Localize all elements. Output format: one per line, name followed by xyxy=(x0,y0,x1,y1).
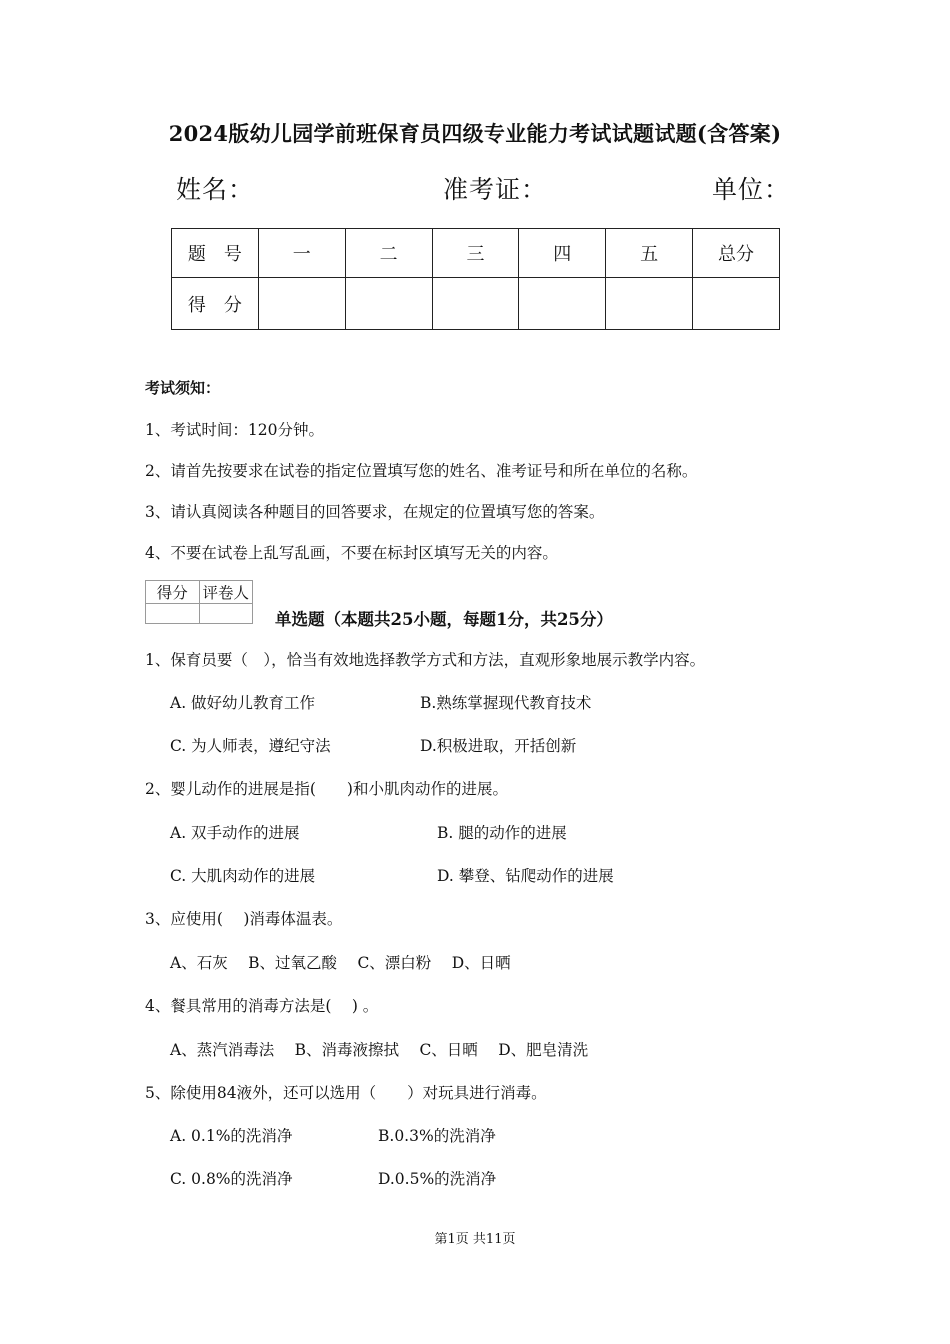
score-header-cell: 题 号 xyxy=(172,229,259,278)
score-cell[interactable] xyxy=(606,278,693,330)
score-header-cell: 总分 xyxy=(693,229,780,278)
grader-box xyxy=(145,580,253,624)
question-stem: 1、保育员要（ ），恰当有效地选择教学方式和方法，直观形象地展示教学内容。 xyxy=(145,651,706,669)
question-option[interactable]: B.0.3%的洗消净 xyxy=(378,1127,496,1145)
question-option[interactable]: A. 双手动作的进展 xyxy=(170,824,300,842)
grader-name-cell[interactable] xyxy=(199,604,253,624)
question-option[interactable]: C. 0.8%的洗消净 xyxy=(170,1170,293,1188)
notice-item: 3、请认真阅读各种题目的回答要求，在规定的位置填写您的答案。 xyxy=(145,503,605,521)
notice-title: 考试须知： xyxy=(145,379,221,397)
score-table xyxy=(171,228,780,330)
question-option[interactable]: B.熟练掌握现代教育技术 xyxy=(420,694,592,712)
page-footer: 第1页 共11页 xyxy=(434,1232,516,1247)
question-option[interactable]: A. 做好幼儿教育工作 xyxy=(170,694,316,712)
score-cell[interactable] xyxy=(693,278,780,330)
question-stem: 2、婴儿动作的进展是指( )和小肌肉动作的进展。 xyxy=(145,780,508,798)
score-table-score-row xyxy=(172,278,780,330)
notice-item: 4、不要在试卷上乱写乱画，不要在标封区填写无关的内容。 xyxy=(145,544,558,562)
question-stem: 5、除使用84液外，还可以选用（ ）对玩具进行消毒。 xyxy=(145,1084,547,1102)
question-option[interactable]: D.积极进取，开括创新 xyxy=(420,737,577,755)
grader-score-cell[interactable] xyxy=(146,604,200,624)
question-stem: 4、餐具常用的消毒方法是( ) 。 xyxy=(145,997,379,1015)
question-options-inline[interactable]: A、石灰 B、过氧乙酸 C、漂白粉 D、日晒 xyxy=(170,954,511,972)
score-header-cell: 二 xyxy=(345,229,432,278)
question-stem: 3、应使用( )消毒体温表。 xyxy=(145,910,343,928)
question-option[interactable]: C. 大肌肉动作的进展 xyxy=(170,867,316,885)
score-cell[interactable] xyxy=(345,278,432,330)
unit-label: 单位： xyxy=(712,175,791,204)
score-header-cell: 五 xyxy=(606,229,693,278)
score-header-cell: 一 xyxy=(258,229,345,278)
grader-name-label: 评卷人 xyxy=(199,581,253,604)
notice-item: 2、请首先按要求在试卷的指定位置填写您的姓名、准考证号和所在单位的名称。 xyxy=(145,462,698,480)
score-table-header-row xyxy=(172,229,780,278)
question-option[interactable]: A. 0.1%的洗消净 xyxy=(170,1127,293,1145)
section-title: 单选题（本题共25小题，每题1分，共25分） xyxy=(275,610,613,629)
score-cell[interactable] xyxy=(519,278,606,330)
question-option[interactable]: C. 为人师表，遵纪守法 xyxy=(170,737,331,755)
document-title: 2024版幼儿园学前班保育员四级专业能力考试试题试题(含答案) xyxy=(168,121,782,146)
score-header-cell: 四 xyxy=(519,229,606,278)
score-row-label: 得 分 xyxy=(172,278,259,330)
question-option[interactable]: D. 攀登、钻爬动作的进展 xyxy=(437,867,614,885)
score-cell[interactable] xyxy=(258,278,345,330)
score-cell[interactable] xyxy=(432,278,519,330)
question-option[interactable]: B. 腿的动作的进展 xyxy=(437,824,567,842)
question-option[interactable]: D.0.5%的洗消净 xyxy=(378,1170,497,1188)
score-header-cell: 三 xyxy=(432,229,519,278)
question-options-inline[interactable]: A、蒸汽消毒法 B、消毒液擦拭 C、日晒 D、肥皂清洗 xyxy=(170,1041,589,1059)
name-label: 姓名： xyxy=(176,175,255,204)
exam-id-label: 准考证： xyxy=(443,175,548,204)
grader-score-label: 得分 xyxy=(146,581,200,604)
notice-item: 1、考试时间：120分钟。 xyxy=(145,421,324,439)
